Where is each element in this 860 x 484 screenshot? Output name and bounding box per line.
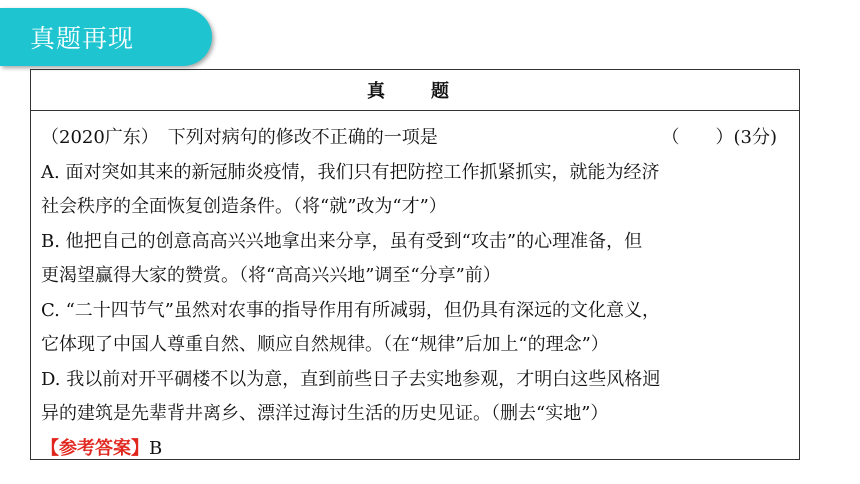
question-stem: （2020广东） 下列对病句的修改不正确的一项是 (41, 127, 438, 148)
section-header-tab (0, 8, 212, 66)
answer-label: 【参考答案】 (41, 437, 149, 459)
answer-line (41, 432, 787, 467)
option-c-line-2: 它体现了中国人尊重自然、顺应自然规律。（在“规律”后加上“的理念”） (41, 334, 609, 355)
option-a-line-1: A. 面对突如其来的新冠肺炎疫情，我们只有把防控工作抓紧抓实，就能为经济 (41, 161, 660, 183)
question-card (30, 69, 800, 460)
answer-value: B (149, 437, 163, 459)
option-b-line-2: 更渴望赢得大家的赞赏。（将“高高兴兴地”调至“分享”前） (41, 265, 501, 286)
question-stem-line (41, 121, 787, 156)
option-d-line-2: 异的建筑是先辈背井离乡、漂洋过海讨生活的历史见证。（删去“实地”） (41, 403, 609, 424)
option-a-line-2: 社会秩序的全面恢复创造条件。（将“就”改为“才”） (41, 196, 447, 217)
option-d-line-1: D. 我以前对开平碉楼不以为意，直到前些日子去实地参观，才明白这些风格迥 (41, 368, 661, 390)
question-blank: （ ）(3分) (661, 127, 777, 148)
option-b-line-1: B. 他把自己的创意高高兴兴地拿出来分享，虽有受到“攻击”的心理准备，但 (41, 230, 643, 252)
option-c-line-1: C. “二十四节气”虽然对农事的指导作用有所减弱，但仍具有深远的文化意义， (41, 299, 660, 321)
question-body (31, 111, 799, 466)
card-title: 真 题 (31, 70, 799, 111)
section-header-label: 真题再现 (30, 24, 135, 53)
